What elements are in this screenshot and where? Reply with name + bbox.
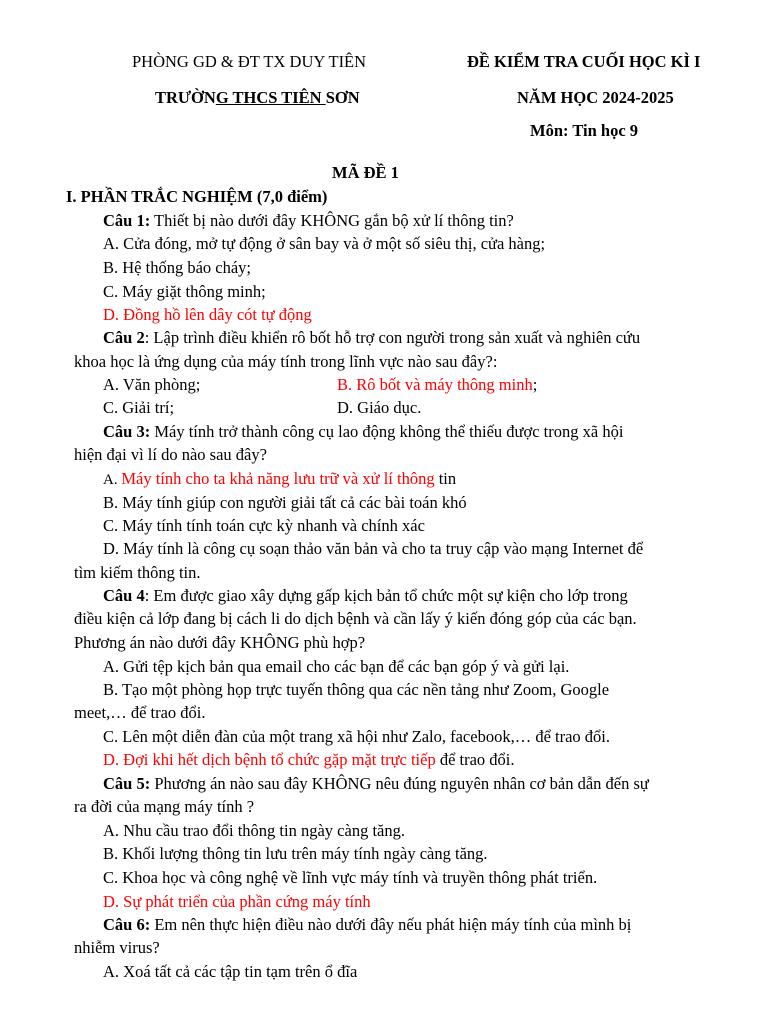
q4-option-a: A. Gửi tệp kịch bản qua email cho các bạn để các bạn góp ý và gửi lại. (103, 657, 570, 676)
q3-option-b: B. Máy tính giúp con người giải tất cả các bài toán khó (103, 493, 467, 512)
q1-option-a: A. Cửa đóng, mở tự động ở sân bay và ở một số siêu thị, cửa hàng; (103, 234, 546, 253)
question-5: Câu 5: Phương án nào sau đây KHÔNG nêu đúng nguyên nhân cơ bản dẫn đến sự (103, 774, 649, 793)
question-4-cont-2: Phương án nào dưới đây KHÔNG phù hợp? (74, 633, 366, 652)
q5-option-c: C. Khoa học và công nghệ về lĩnh vực máy tính và truyền thông phát triển. (103, 868, 598, 887)
q4-option-b: B. Tạo một phòng họp trực tuyến thông qua các nền tảng như Zoom, Google (103, 680, 610, 699)
q2-option-d: D. Giáo dục. (337, 398, 422, 417)
question-5-cont: ra đời của mạng máy tính ? (74, 797, 255, 816)
question-3-cont: hiện đại vì lí do nào sau đây? (74, 445, 267, 464)
school-name: TRƯỜNG THCS TIÊN SƠN (155, 88, 360, 107)
subject: Môn: Tin học 9 (530, 121, 639, 140)
section-heading: I. PHẦN TRẮC NGHIỆM (7,0 điểm) (66, 187, 328, 206)
question-2: Câu 2: Lập trình điều khiển rô bốt hỗ trợ con người trong sản xuất và nghiên cứu (103, 328, 641, 347)
school-year: NĂM HỌC 2024-2025 (517, 88, 674, 107)
q4-option-d-answer: D. Đợi khi hết dịch bệnh tổ chức gặp mặt trực tiếp để trao đổi. (103, 750, 515, 769)
q1-option-b: B. Hệ thống báo cháy; (103, 258, 252, 277)
department-name: PHÒNG GD & ĐT TX DUY TIÊN (132, 52, 367, 71)
exam-code: MÃ ĐỀ 1 (332, 163, 399, 182)
q4-option-b-cont: meet,… để trao đổi. (74, 703, 206, 722)
q6-option-a: A. Xoá tất cả các tập tin tạm trên ổ đĩa (103, 962, 358, 981)
question-1: Câu 1: Thiết bị nào dưới đây KHÔNG gắn bộ xử lí thông tin? (103, 211, 514, 230)
q5-option-d-answer: D. Sự phát triển của phần cứng máy tính (103, 892, 371, 911)
question-4: Câu 4: Em được giao xây dựng gấp kịch bản tổ chức một sự kiện cho lớp trong (103, 586, 628, 605)
exam-title: ĐỀ KIỂM TRA CUỐI HỌC KÌ I (467, 52, 701, 71)
q3-option-d: D. Máy tính là công cụ soạn thảo văn bản và cho ta truy cập vào mạng Internet để (103, 539, 644, 558)
question-6-cont: nhiễm virus? (74, 938, 160, 957)
question-2-cont: khoa học là ứng dụng của máy tính trong lĩnh vực nào sau đây?: (74, 352, 498, 371)
q2-option-a: A. Văn phòng; (103, 375, 201, 394)
q3-option-a-answer: A. Máy tính cho ta khả năng lưu trữ và xử lí thông tin (103, 469, 457, 488)
q2-option-b-answer: B. Rô bốt và máy thông minh; (337, 375, 538, 394)
q2-option-c: C. Giải trí; (103, 398, 175, 417)
q3-option-c: C. Máy tính tính toán cực kỳ nhanh và chính xác (103, 516, 425, 535)
q4-option-c: C. Lên một diễn đàn của một trang xã hội như Zalo, facebook,… để trao đổi. (103, 727, 611, 746)
question-6: Câu 6: Em nên thực hiện điều nào dưới đây nếu phát hiện máy tính của mình bị (103, 915, 632, 934)
q3-option-d-cont: tìm kiếm thông tin. (74, 563, 201, 582)
q1-option-c: C. Máy giặt thông minh; (103, 282, 266, 301)
question-3: Câu 3: Máy tính trở thành công cụ lao động không thể thiếu được trong xã hội (103, 422, 624, 441)
q1-option-d-answer: D. Đồng hồ lên dây cót tự động (103, 305, 312, 324)
q5-option-b: B. Khối lượng thông tin lưu trên máy tính ngày càng tăng. (103, 844, 488, 863)
q5-option-a: A. Nhu cầu trao đổi thông tin ngày càng tăng. (103, 821, 405, 840)
question-4-cont-1: điều kiện cả lớp đang bị cách li do dịch bệnh và cần lấy ý kiến đóng góp của các bạn. (74, 609, 637, 628)
